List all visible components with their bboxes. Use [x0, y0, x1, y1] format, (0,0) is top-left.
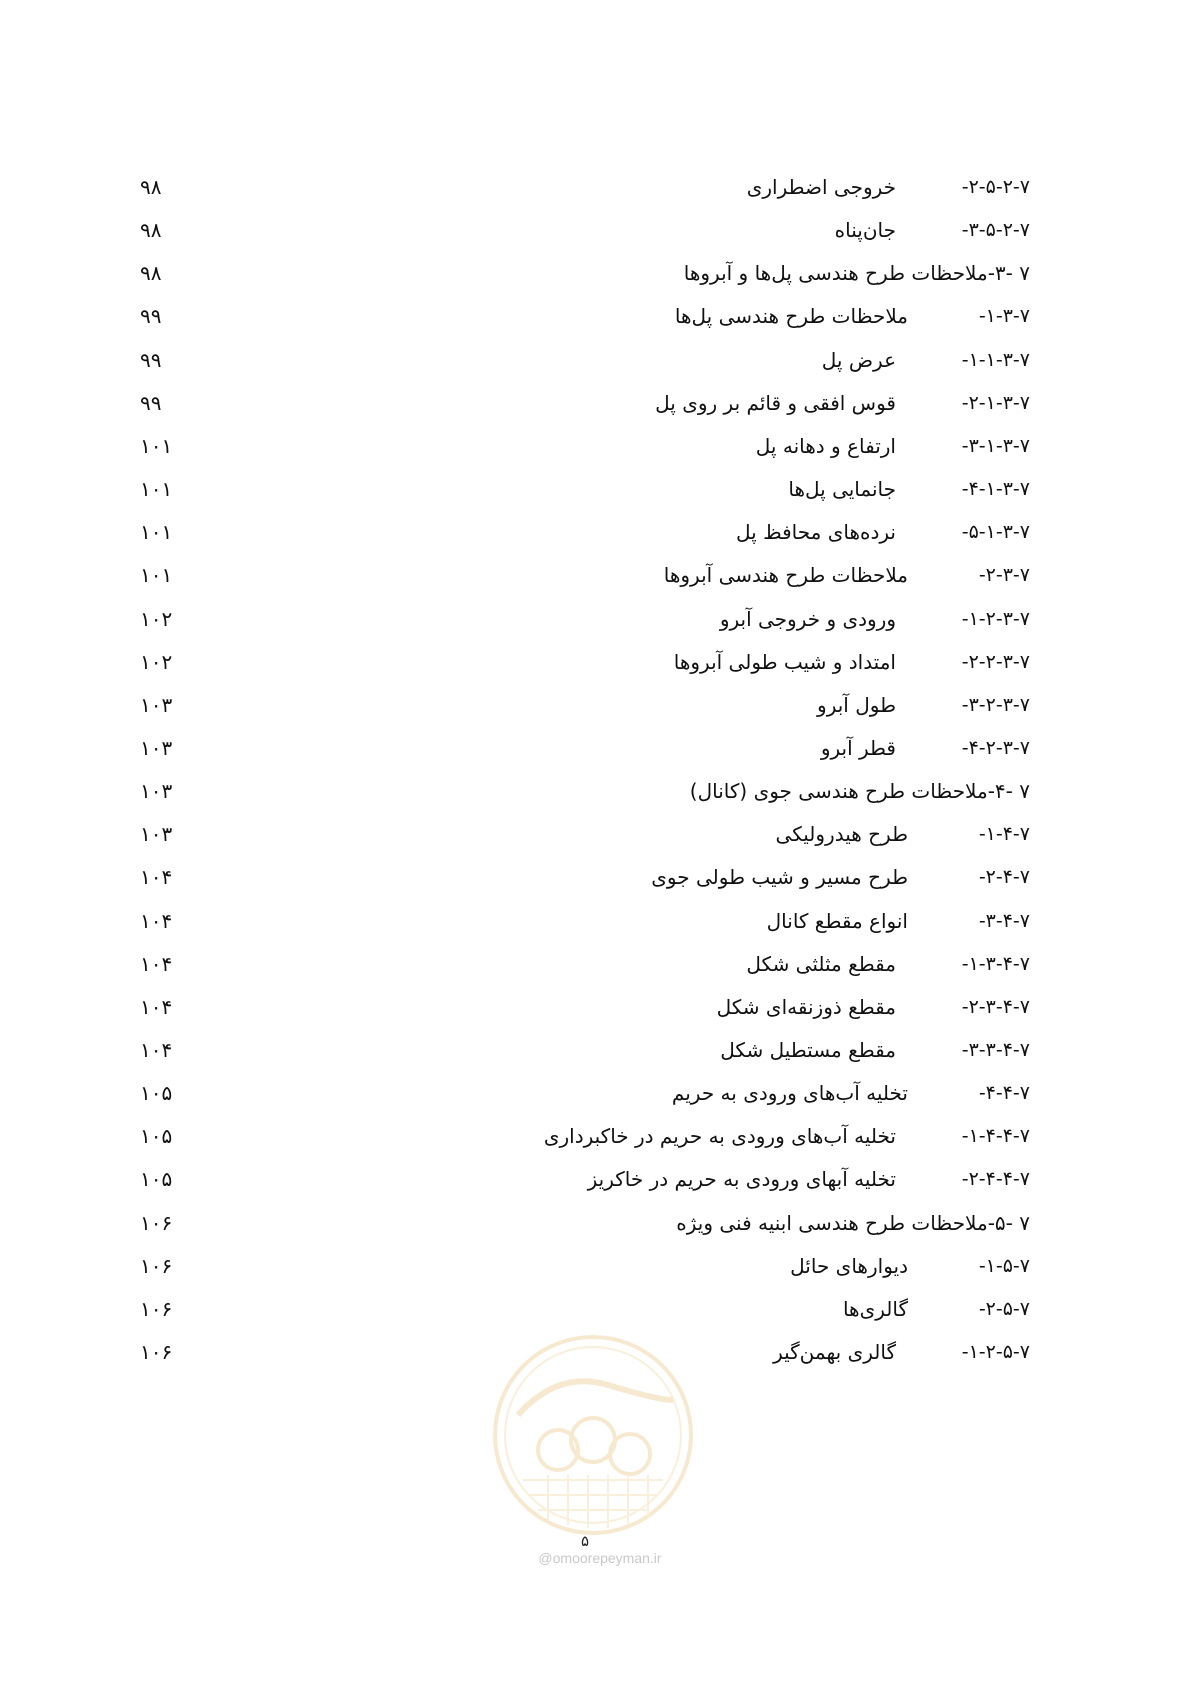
- toc-section-number: -۲-۳-۷: [978, 564, 1030, 587]
- toc-entry[interactable]: [0, 947, 1191, 981]
- toc-section-title: عرض پل: [821, 347, 896, 372]
- toc-page-number: ۱۰۶: [140, 1210, 173, 1235]
- toc-page-number: ۱۰۴: [140, 994, 173, 1019]
- toc-section-title: طرح هیدرولیکی: [775, 822, 908, 847]
- toc-page-number: ۱۰۳: [140, 735, 173, 760]
- toc-section-title: تخلیه آب‌های ورودی به حریم: [671, 1081, 908, 1106]
- toc-page-number: ۱۰۵: [140, 1081, 173, 1106]
- toc-entry[interactable]: [0, 299, 1191, 333]
- toc-entry[interactable]: [0, 602, 1191, 636]
- toc-section-number: -۴-۴-۷: [978, 1082, 1030, 1105]
- toc-section-number: -۱-۱-۳-۷: [961, 348, 1030, 371]
- toc-page-number: ۱۰۲: [140, 606, 173, 631]
- toc-page-number: ۱۰۴: [140, 908, 173, 933]
- toc-section-heading: ۷ -۳-ملاحظات طرح هندسی پل‌ها و آبروها: [683, 261, 1030, 286]
- toc-page-number: ۱۰۳: [140, 822, 173, 847]
- toc-page-number: ۱۰۶: [140, 1340, 173, 1365]
- toc-section-number: -۲-۴-۷: [978, 866, 1030, 889]
- toc-section-title: ملاحظات طرح هندسی پل‌ها: [674, 304, 908, 329]
- toc-section-number: -۵-۱-۳-۷: [961, 521, 1030, 544]
- toc-entry[interactable]: [0, 386, 1191, 420]
- toc-section-title: خروجی اضطراری: [746, 175, 896, 199]
- toc-section-number: -۳-۳-۴-۷: [961, 1039, 1030, 1061]
- toc-entry[interactable]: [0, 990, 1191, 1024]
- toc-section-title: مقطع مستطیل شکل: [720, 1038, 896, 1062]
- toc-entry[interactable]: [0, 472, 1191, 506]
- toc-section-number: -۴-۱-۳-۷: [961, 478, 1030, 501]
- toc-section-number: -۴-۲-۳-۷: [961, 736, 1030, 759]
- website-watermark: @omoorepeyman.ir: [538, 1550, 662, 1566]
- toc-entry[interactable]: [0, 170, 1191, 204]
- toc-page-number: ۱۰۳: [140, 779, 173, 804]
- toc-entry[interactable]: [0, 558, 1191, 592]
- toc-page-number: ۱۰۱: [140, 433, 173, 458]
- toc-entry[interactable]: [0, 645, 1191, 679]
- toc-section-title: تخلیه آب‌های ورودی به حریم در خاکبرداری: [543, 1124, 896, 1149]
- toc-entry[interactable]: [0, 515, 1191, 549]
- page-number: ۵: [580, 1532, 590, 1550]
- toc-section-number: -۲-۲-۳-۷: [961, 650, 1030, 673]
- toc-entry[interactable]: [0, 429, 1191, 463]
- toc-section-number: -۲-۳-۴-۷: [961, 995, 1030, 1018]
- toc-section-title: گالری‌ها: [842, 1296, 908, 1321]
- omoorepeyman-logo-watermark: [488, 1330, 698, 1540]
- toc-section-title: دیوارهای حائل: [790, 1253, 908, 1278]
- toc-entry[interactable]: [0, 343, 1191, 377]
- toc-section-number: -۲-۵-۲-۷: [961, 176, 1030, 198]
- toc-section-number: -۱-۵-۷: [978, 1254, 1030, 1277]
- toc-page-number: ۱۰۶: [140, 1296, 173, 1321]
- toc-page-number: ۹۹: [140, 304, 162, 329]
- toc-section-number: -۱-۳-۴-۷: [961, 952, 1030, 975]
- toc-section-title: طرح مسیر و شیب طولی جوی: [651, 865, 908, 890]
- toc-page-number: ۱۰۱: [140, 563, 173, 588]
- toc-page-number: ۱۰۶: [140, 1253, 173, 1278]
- toc-entry[interactable]: [0, 1249, 1191, 1283]
- toc-entry[interactable]: [0, 1033, 1191, 1067]
- toc-entry[interactable]: [0, 860, 1191, 894]
- toc-entry[interactable]: [0, 1162, 1191, 1196]
- toc-section-title: جان‌پناه: [834, 218, 896, 243]
- toc-page-number: ۹۸: [140, 175, 162, 199]
- toc-section-title: گالری بهمن‌گیر: [773, 1340, 896, 1365]
- toc-page-number: ۹۸: [140, 218, 162, 243]
- toc-section-title: ارتفاع و دهانه پل: [755, 433, 896, 458]
- toc-entry[interactable]: [0, 1076, 1191, 1110]
- toc-section-number: -۳-۱-۳-۷: [961, 434, 1030, 457]
- toc-section-title: امتداد و شیب طولی آبروها: [673, 649, 896, 674]
- toc-section-number: -۲-۴-۴-۷: [961, 1168, 1030, 1191]
- toc-section-number: -۱-۳-۷: [978, 305, 1030, 328]
- toc-entry[interactable]: [0, 1206, 1191, 1240]
- toc-section-heading: ۷ -۵-ملاحظات طرح هندسی ابنیه فنی ویژه: [676, 1210, 1030, 1235]
- toc-page-number: ۱۰۴: [140, 1038, 173, 1062]
- toc-page-number: ۱۰۲: [140, 649, 173, 674]
- toc-entry[interactable]: [0, 213, 1191, 247]
- toc-section-title: جانمایی پل‌ها: [788, 477, 896, 502]
- toc-section-number: -۳-۲-۳-۷: [961, 693, 1030, 716]
- toc-section-title: ملاحظات طرح هندسی آبروها: [663, 563, 908, 588]
- toc-section-number: -۱-۲-۵-۷: [961, 1341, 1030, 1364]
- toc-page-number: ۱۰۳: [140, 692, 173, 717]
- toc-section-number: -۲-۵-۷: [978, 1297, 1030, 1320]
- toc-page-number: ۱۰۱: [140, 477, 173, 502]
- toc-entry[interactable]: [0, 731, 1191, 765]
- toc-page-number: ۱۰۴: [140, 951, 173, 976]
- toc-page-number: ۹۸: [140, 261, 162, 286]
- toc-section-heading: ۷ -۴-ملاحظات طرح هندسی جوی (کانال): [689, 779, 1030, 804]
- toc-section-title: طول آبرو: [817, 692, 896, 717]
- toc-section-number: -۳-۵-۲-۷: [961, 219, 1030, 242]
- toc-section-title: مقطع ذوزنقه‌ای شکل: [716, 994, 896, 1019]
- toc-section-title: انواع مقطع کانال: [766, 908, 908, 933]
- toc-section-number: -۳-۴-۷: [978, 909, 1030, 932]
- toc-entry[interactable]: [0, 256, 1191, 290]
- toc-entry[interactable]: [0, 1119, 1191, 1153]
- toc-section-title: ورودی و خروجی آبرو: [719, 606, 896, 631]
- toc-page-number: ۱۰۴: [140, 865, 173, 890]
- toc-section-title: تخلیه آبهای ورودی به حریم در خاکریز: [587, 1167, 896, 1192]
- toc-section-title: نرده‌های محافظ پل: [736, 520, 896, 545]
- toc-entry[interactable]: [0, 774, 1191, 808]
- toc-page-number: ۹۹: [140, 390, 162, 415]
- toc-entry[interactable]: [0, 688, 1191, 722]
- toc-section-number: -۱-۲-۳-۷: [961, 607, 1030, 630]
- toc-page-number: ۱۰۵: [140, 1124, 173, 1149]
- toc-entry[interactable]: [0, 1292, 1191, 1326]
- toc-page-number: ۹۹: [140, 347, 162, 372]
- toc-section-number: -۱-۴-۴-۷: [961, 1125, 1030, 1148]
- toc-page-number: ۱۰۵: [140, 1167, 173, 1192]
- toc-page-number: ۱۰۱: [140, 520, 173, 545]
- toc-section-number: -۱-۴-۷: [978, 823, 1030, 846]
- toc-section-number: -۲-۱-۳-۷: [961, 391, 1030, 414]
- toc-section-title: قوس افقی و قائم بر روی پل: [655, 390, 896, 415]
- toc-entry[interactable]: [0, 817, 1191, 851]
- toc-section-title: قطر آبرو: [820, 735, 896, 760]
- toc-section-title: مقطع مثلثی شکل: [746, 951, 896, 976]
- toc-entry[interactable]: [0, 904, 1191, 938]
